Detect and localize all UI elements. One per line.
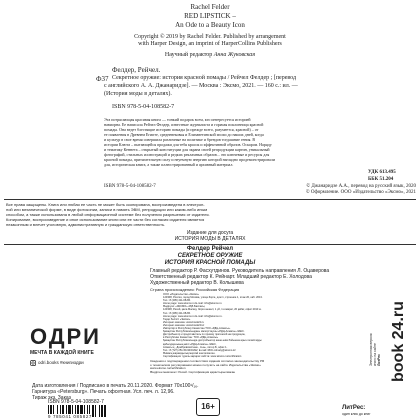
publisher-contacts: ООО «Издательство «Эксмо» 123308, Россия, город Москва, улица Зорге, дом 1, строение 1, этаж 20, каб. 2013. Тел.: 8 (495) 411-68-86. Home page: www.eksmo.ru E-mail: info@eksmo.ru Өндіруші: «ЭКСМО» АҚБ Баспасы, 123308, Ресей, қала Мәскеу, Зорге көшесі, 1 үй, 1 ғимарат, 20 қабат, офис 2013 ж. Тел.: 8 (495) 411-68-86. Home page: www.eksmo.ru E-mail: info@eksmo.ru. Тауар белгісі: «Эксмо» Интернет-магазин: www.book24.ru Интернет-магазин: www.book24.kz Импортёр в Республику Казахстан ТОО «РДЦ-Алматы». Қазақстан Республикасындағы импорттаушы «РДЦ-Алматы» ЖШС. Дистрибьютор и представитель по приему претензий на продукцию, в Республике Казахстан: ТОО «РДЦ-Алматы» Қазақстан Республикасында дистрибьютор және өнім бойынша арыз-талаптарды қабылдаушының өкілі «РДЦ-Алматы» ЖШС, Алматы қ., Домбровский көш., 3«а», литер Б, офис 1. Тел.: 8 (727) 251-59-90/91/92; E-mail: RDC-Almaty@eksmo.kz Өнімнің жарамдылық мерзімі шектелмеген. Сертификация туралы ақпарат сайтта: www.eksmo.ru/certification	[163, 293, 263, 358]
copyright-ru-1: © Джанаридзе А.А., перевод на русский язык, 2020	[306, 184, 416, 189]
credits-author: Фелдер Рейчел	[186, 246, 234, 252]
rights-notice: Все права защищены. Книга или любая ее часть не может быть скопирована, воспроизведена в электрон- ной или механической форме, в виде фотокопии, записи в память ЭВМ, репродукции или каким-либо иным способом, а также использована в любой информационной системе без получения разрешения от издателя. Копирование, воспроизведение и иное использование книги или ее части без согласия издателя является незаконным и влечет уголовную, административную и гражданскую ответственность.	[6, 202, 210, 227]
annotation-text: Эта потрясающая красивая книга — тонкий подарок всем, кто интересуется историей навиорна. Ее написала Рейчел Фелдер, известные журналиста и горячая поклонница красной помады. Она ведет блестящие историю помады (и прежде всего, разумеется, красной) – от ее появления в Древнем Египте, средневековья и Елизаветинской эпохи до наших дней, когда и культур в свое время совершила различные на политике и брендов тогдашние гения. В истории Клюта – пытающейся продажи для тебя красок и эффективной образов. Оскаром. Наряду и тематику Кеннета – открытый конституции для экрана своей репродукции картин, уникальный фотографий, стильных иллюстраций и редких рекламных образов... это ключевые и ресурсы для красной помады, притягательную силу и неуемную энергию которой наглядно продемонстрировали для, историческая книга, а также иллюстрированный и архивный материал.	[104, 117, 275, 167]
odri-logo: ОДРИ	[30, 324, 101, 349]
copyright-line-1: Copyright © 2019 by Rachel Felder. Published by arrangement	[134, 34, 286, 40]
credits-staff: Главный редактор Р. Фасхутдинов. Руководитель направления Л. Оцаверова Ответственный редактор К. Рейнарт. Младший редактор Е. Холодова Художественный редактор В. Колышева	[150, 268, 330, 286]
original-title: RED LIPSTICK –	[184, 12, 236, 20]
age-rating-badge: 16+	[196, 398, 220, 416]
book24-logo: book 24.ru	[390, 301, 407, 382]
litres-side-note: Электронная версия книги на сайте ЛитРес	[369, 333, 381, 366]
divider-2	[4, 244, 416, 245]
litres-tagline: один клик до книг	[342, 412, 371, 416]
original-author: Rachel Felder	[190, 3, 230, 11]
original-subtitle: An Ode to a Beauty Icon	[175, 21, 245, 29]
divider	[4, 199, 416, 200]
science-editor-name: Анна Жуковская	[213, 52, 256, 58]
catalog-entry-3: (История моды в деталях).	[104, 91, 172, 97]
print-info: Дата изготовления / Подписано в печать 20.11.2020. Формат 70x100¹/₁₆. Гарнитура «Petersburg». Печать офсетная. Усл. печ. л. 12,96. Тираж экз. Заказ	[32, 383, 199, 401]
manufacturer-info: Страна происхождения: Российская Федерация	[150, 287, 240, 292]
copyright-ru-2: © Оформление. ООО «Издательство «Эксмо», 2021	[305, 190, 416, 195]
catalog-entry-2: с английского А. А. Джанаридзе]. — Москва : Эксмо, 2021. — 160 с.: ил. —	[104, 83, 298, 89]
instagram-icon	[30, 360, 36, 366]
series-name: ИСТОРИЯ МОДЫ В ДЕТАЛЯХ	[174, 236, 246, 242]
credits-title-2: ИСТОРИЯ КРАСНОЙ ПОМАДЫ	[164, 260, 256, 266]
credits-title-1: СЕКРЕТНОЕ ОРУЖИЕ	[177, 253, 243, 259]
catalog-isbn: ISBN 978-5-04-108582-7	[112, 104, 175, 110]
leisure-note: Издание для досуга	[186, 230, 234, 236]
catalog-entry-1: Секретное оружие: история красной помады / Рейчел Фелдер ; [перевод	[112, 75, 297, 81]
catalog-code: Ф37	[96, 75, 109, 83]
litres-logo: ЛитРес:	[342, 405, 366, 411]
certification-info: Сведения о подтверждении соответствия издания согласно законодательству РФ о техническом регулировании можно получить на сайте Издательства «Эксмо» www.eksmo.ru/certification Өндірген мемлекет: Ресей. Сертификация қарастырылмаған	[150, 359, 265, 374]
copyright-line-2: with Harper Design, an imprint of HarperCollins Publishers	[138, 41, 282, 47]
barcode-isbn: ISBN 978-5-04-108582-7	[48, 399, 104, 405]
catalog-author: Фелдер, Рейчел.	[112, 66, 161, 74]
odri-social-text: odri.books #книгиодри	[38, 360, 84, 365]
odri-social	[30, 360, 84, 366]
isbn-left: ISBN 978-5-04-108582-7	[104, 184, 156, 189]
odri-tagline: МЕЧТА В КАЖДОЙ КНИГЕ	[30, 350, 94, 356]
science-editor-label: Научный редактор	[164, 52, 213, 58]
science-editor	[0, 52, 420, 59]
bbk-code: ББК 51.204	[368, 177, 394, 182]
udk-code: УДК 613.495	[368, 170, 396, 175]
barcode-digits: 9 785041 085827	[48, 414, 93, 419]
